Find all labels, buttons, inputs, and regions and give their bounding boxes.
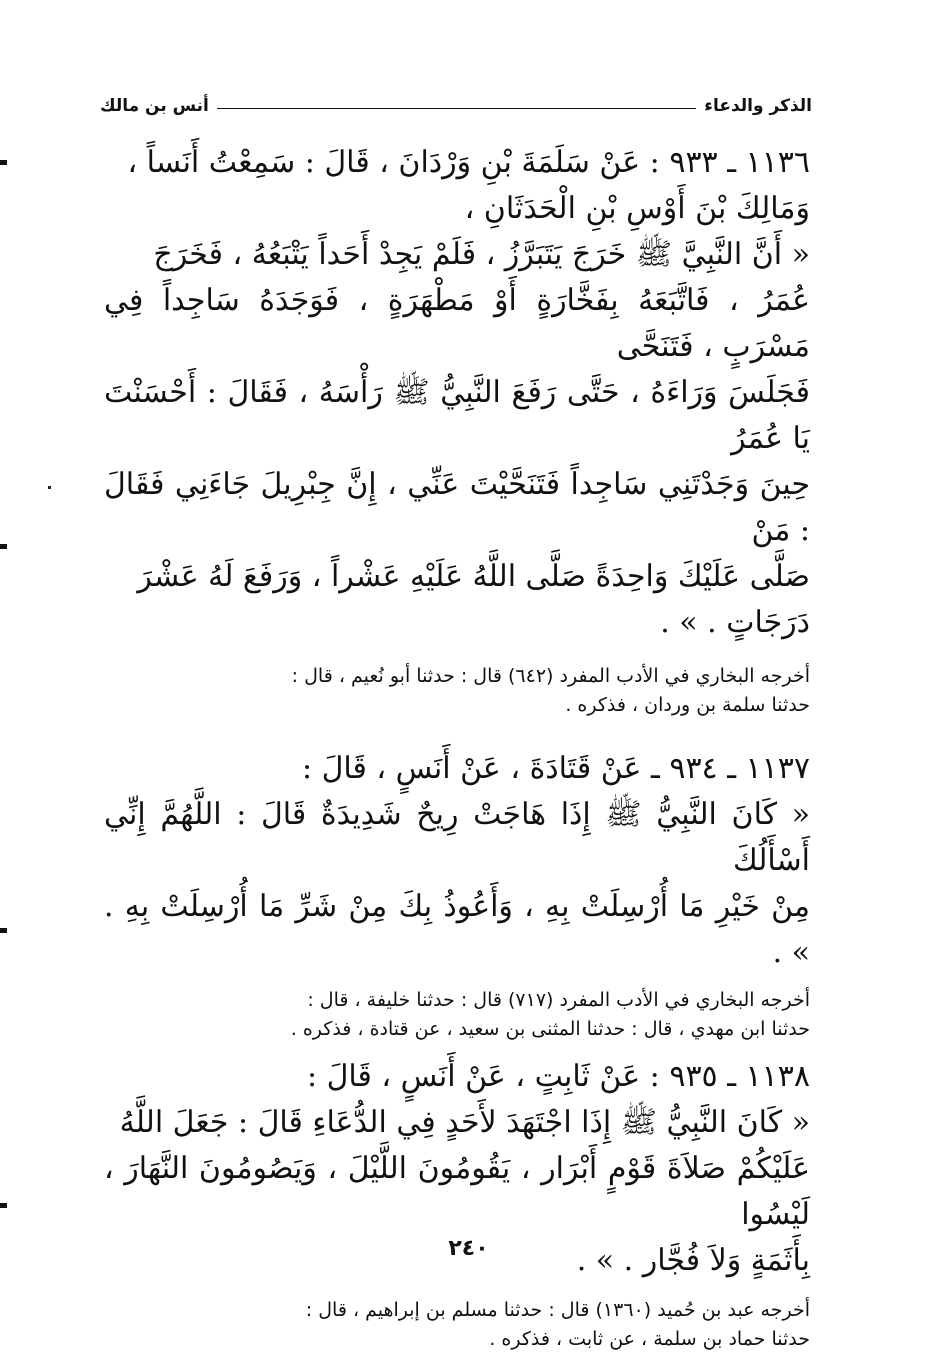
takhrij-note <box>104 1296 810 1354</box>
hadith-line: مِنْ خَيْرِ مَا أُرْسِلَتْ بِهِ ، وَأَعُوذُ بِكَ مِنْ شَرِّ مَا أُرْسِلَتْ بِهِ . » . <box>104 889 810 970</box>
scan-speck <box>48 486 51 489</box>
page-content <box>104 140 810 1354</box>
hadith-line: « كَانَ النَّبِيُّ ﷺ إِذَا اجْتَهَدَ لأَحَدٍ فِي الدُّعَاءِ قَالَ : جَعَلَ اللَّهُ <box>119 1105 810 1140</box>
takhrij-line: حدثنا ابن مهدي ، قال : حدثنا المثنى بن سعيد ، عن قتادة ، فذكره . <box>290 1018 810 1040</box>
scan-edge-mark <box>0 928 7 933</box>
hadith-line: « كَانَ النَّبِيُّ ﷺ إِذَا هَاجَتْ رِيحٌ شَدِيدَةٌ قَالَ : اللَّهُمَّ إِنِّي أَسْأَلُكَ <box>104 797 810 878</box>
scan-edge-mark <box>0 1203 7 1208</box>
scan-edge-mark <box>0 544 7 549</box>
takhrij-line: أخرجه البخاري في الأدب المفرد (٧١٧) قال : حدثنا خليفة ، قال : <box>307 989 810 1011</box>
takhrij-line: حدثنا سلمة بن وردان ، فذكره . <box>565 694 810 716</box>
hadith-line: عُمَرُ ، فَاتَّبَعَهُ بِفَخَّارَةٍ أَوْ مَطْهَرَةٍ ، فَوَجَدَهُ سَاجِداً فِي مَسْرَبٍ ، فَتَنَحَّى <box>104 283 810 364</box>
hadith-line: وَمَالِكَ بْنَ أَوْسِ بْنِ الْحَدَثَانِ ، <box>464 191 810 226</box>
hadith-line: حِينَ وَجَدْتَنِي سَاجِداً فَتَنَحَّيْتَ عَنِّي ، إِنَّ جِبْرِيلَ جَاءَنِي فَقَالَ : مَنْ <box>104 467 811 548</box>
running-header <box>100 92 812 120</box>
hadith-line: صَلَّى عَلَيْكَ وَاحِدَةً صَلَّى اللَّهُ عَلَيْهِ عَشْراً ، وَرَفَعَ لَهُ عَشْرَ <box>137 559 810 594</box>
header-rule <box>217 108 696 109</box>
hadith-line: دَرَجَاتٍ . » . <box>660 605 810 640</box>
takhrij-line: أخرجه عبد بن حُميد (١٣٦٠) قال : حدثنا مسلم بن إبراهيم ، قال : <box>305 1299 810 1321</box>
takhrij-note <box>104 662 810 720</box>
page-number: ٢٤٠ <box>448 1236 489 1261</box>
hadith-line: ١١٣٦ ـ ٩٣٣ : عَنْ سَلَمَةَ بْنِ وَرْدَانَ ، قَالَ : سَمِعْتُ أَنَساً ، <box>127 145 810 180</box>
hadith-block <box>104 140 810 646</box>
hadith-line: بِأَثَمَةٍ وَلاَ فُجَّار . » . <box>576 1243 810 1278</box>
hadith-block <box>104 746 810 976</box>
header-narrator-title: أنس بن مالك <box>100 96 209 116</box>
hadith-line: ١١٣٧ ـ ٩٣٤ ـ عَنْ قَتَادَةَ ، عَنْ أَنَسٍ ، قَالَ : <box>301 751 810 786</box>
hadith-line: فَجَلَسَ وَرَاءَهُ ، حَتَّى رَفَعَ النَّبِيُّ ﷺ رَأْسَهُ ، فَقَالَ : أَحْسَنْتَ يَا عُمَرُ <box>104 375 810 456</box>
takhrij-line: أخرجه البخاري في الأدب المفرد (٦٤٢) قال : حدثنا أبو نُعيم ، قال : <box>291 665 810 687</box>
hadith-line: عَلَيْكُمْ صَلاَةَ قَوْمٍ أَبْرَار ، يَقُومُونَ اللَّيْلَ ، وَيَصُومُونَ النَّهَارَ ، لَيْسُوا <box>104 1151 810 1232</box>
hadith-line: « أَنَّ النَّبِيَّ ﷺ خَرَجَ يَتَبَرَّزُ ، فَلَمْ يَجِدْ أَحَداً يَتْبَعُهُ ، فَخَرَجَ <box>153 237 810 272</box>
hadith-line: ١١٣٨ ـ ٩٣٥ : عَنْ ثَابِتٍ ، عَنْ أَنَسٍ ، قَالَ : <box>306 1059 810 1094</box>
takhrij-line: حدثنا حماد بن سلمة ، عن ثابت ، فذكره . <box>489 1328 810 1350</box>
takhrij-note <box>104 986 810 1044</box>
header-chapter-title: الذكر والدعاء <box>704 96 812 116</box>
scan-edge-mark <box>0 160 7 165</box>
